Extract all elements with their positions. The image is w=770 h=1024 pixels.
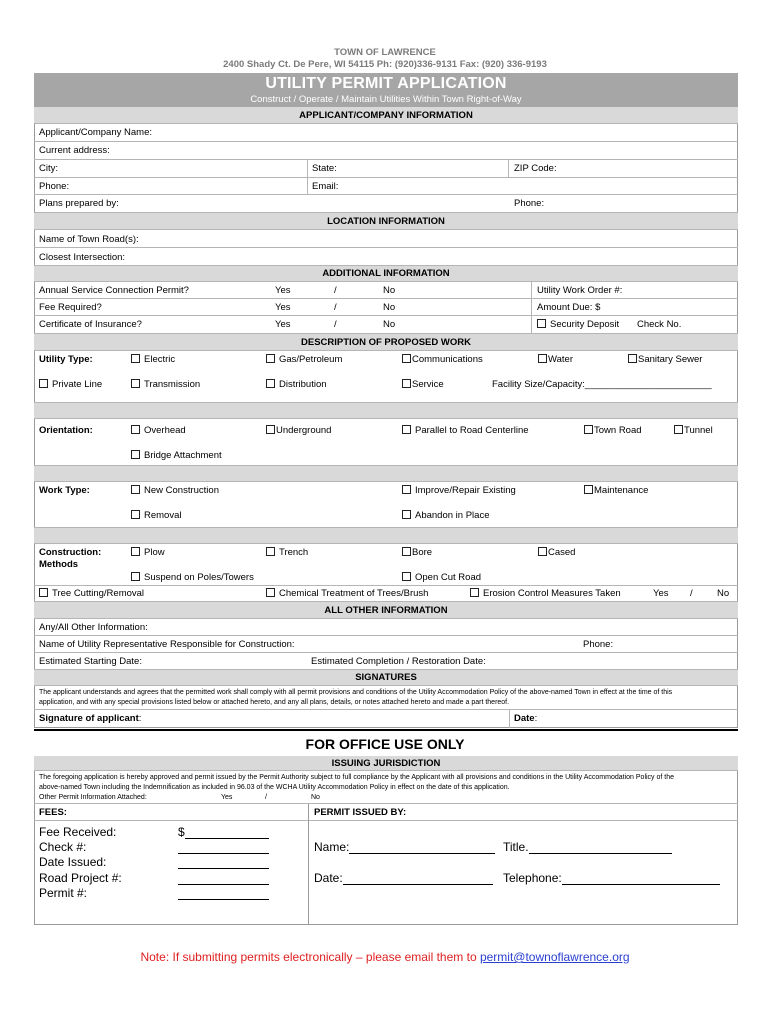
plans-label: Plans prepared by: bbox=[39, 198, 119, 209]
option-label: Improve/Repair Existing bbox=[415, 485, 516, 496]
date-label: Date bbox=[514, 713, 535, 724]
checkbox[interactable] bbox=[131, 379, 140, 388]
checkbox[interactable] bbox=[584, 485, 593, 494]
other-info-label: Any/All Other Information: bbox=[39, 622, 148, 633]
checkbox[interactable] bbox=[402, 510, 411, 519]
option-private-line[interactable] bbox=[39, 379, 102, 390]
option-trench[interactable] bbox=[266, 547, 308, 558]
option-label: Parallel to Road Centerline bbox=[415, 425, 529, 436]
title-label: Title. bbox=[503, 840, 529, 854]
permit-issued-label: PERMIT ISSUED BY: bbox=[314, 807, 407, 818]
option-town-road[interactable] bbox=[584, 425, 642, 436]
option-label: Bore bbox=[412, 547, 433, 558]
title-banner bbox=[34, 73, 738, 107]
option-label: Electric bbox=[144, 354, 176, 365]
section-location: LOCATION INFORMATION bbox=[34, 213, 738, 230]
insurance-yes[interactable]: Yes bbox=[275, 319, 291, 330]
fee-slash: / bbox=[334, 302, 337, 313]
insurance-row bbox=[34, 316, 738, 334]
option-cased[interactable] bbox=[538, 547, 575, 558]
erosion-no[interactable]: No bbox=[717, 588, 730, 599]
fee-row bbox=[34, 299, 738, 316]
underline bbox=[178, 842, 269, 854]
rep-label: Name of Utility Representative Responsible for Construction: bbox=[39, 639, 295, 650]
security-deposit-label: Security Deposit bbox=[550, 319, 620, 330]
checkbox[interactable] bbox=[266, 547, 275, 556]
issuer-telephone-field[interactable] bbox=[503, 871, 720, 885]
option-label: Underground bbox=[276, 425, 332, 436]
divider bbox=[308, 804, 309, 925]
option-tunnel[interactable] bbox=[674, 425, 713, 436]
underline bbox=[178, 857, 269, 869]
note-text: Note: If submitting permits electronically – please email them to bbox=[140, 950, 480, 964]
option-maintenance[interactable] bbox=[584, 485, 648, 496]
construction-label: Construction: bbox=[39, 547, 102, 558]
city-row bbox=[34, 160, 738, 178]
section-additional: ADDITIONAL INFORMATION bbox=[34, 266, 738, 282]
check-no-label: Check No. bbox=[637, 319, 682, 330]
option-chemical[interactable] bbox=[266, 588, 428, 599]
option-label: Distribution bbox=[279, 379, 327, 390]
checkbox[interactable] bbox=[402, 379, 411, 388]
form-title: UTILITY PERMIT APPLICATION bbox=[265, 75, 507, 92]
divider bbox=[508, 160, 509, 177]
issuing-terms bbox=[34, 771, 738, 804]
terms-line-2: application, and with any special provisions listed below or attached hereto, and any all plans, details, or notes attached hereto and made a part thereof. bbox=[39, 699, 510, 706]
option-transmission[interactable] bbox=[131, 379, 200, 390]
section-applicant: APPLICANT/COMPANY INFORMATION bbox=[34, 107, 738, 124]
option-tree-cutting[interactable] bbox=[39, 588, 144, 599]
construction-methods-block bbox=[34, 544, 738, 586]
option-sanitary-sewer[interactable] bbox=[628, 354, 702, 365]
attached-no[interactable]: No bbox=[311, 794, 320, 801]
issuing-line-3: Other Permit Information Attached: bbox=[39, 794, 147, 801]
option-label: Suspend on Poles/Towers bbox=[144, 572, 254, 583]
completion-date-label: Estimated Completion / Restoration Date: bbox=[311, 656, 486, 667]
fee-label: Fee Required? bbox=[39, 302, 102, 313]
phone-row bbox=[34, 178, 738, 195]
issuer-name-field[interactable] bbox=[314, 840, 495, 854]
fee-yes[interactable]: Yes bbox=[275, 302, 291, 313]
fees-header-row bbox=[34, 804, 738, 821]
divider bbox=[34, 729, 738, 731]
underline bbox=[529, 842, 672, 854]
spacer-row bbox=[34, 466, 738, 482]
option-erosion[interactable] bbox=[470, 588, 621, 599]
section-issuing: ISSUING JURISDICTION bbox=[34, 756, 738, 771]
underline bbox=[562, 873, 720, 885]
spacer-row bbox=[34, 403, 738, 419]
option-label: Transmission bbox=[144, 379, 201, 390]
divider bbox=[509, 710, 510, 728]
annual-row bbox=[34, 282, 738, 299]
dates-row bbox=[34, 653, 738, 670]
annual-no[interactable]: No bbox=[383, 285, 396, 296]
issued-date-field[interactable] bbox=[314, 871, 493, 885]
date-label: Date: bbox=[314, 871, 343, 885]
tree-row bbox=[34, 586, 738, 602]
state-label: State: bbox=[312, 163, 337, 174]
dollar-sign: $ bbox=[178, 825, 185, 839]
rep-row bbox=[34, 636, 738, 653]
checkbox[interactable] bbox=[402, 547, 411, 556]
option-electric[interactable] bbox=[131, 354, 175, 365]
insurance-slash: / bbox=[334, 319, 337, 330]
section-proposed-work: DESCRIPTION OF PROPOSED WORK bbox=[34, 334, 738, 351]
underline bbox=[185, 827, 269, 839]
checkbox[interactable] bbox=[537, 319, 546, 328]
checkbox[interactable] bbox=[628, 354, 637, 363]
colon: : bbox=[138, 713, 142, 724]
option-label: Overhead bbox=[144, 425, 186, 436]
plans-row bbox=[34, 195, 738, 213]
checkbox[interactable] bbox=[402, 485, 411, 494]
office-use-title: FOR OFFICE USE ONLY bbox=[305, 736, 465, 752]
security-deposit-option[interactable] bbox=[537, 319, 619, 330]
checkbox[interactable] bbox=[538, 354, 547, 363]
option-service[interactable] bbox=[402, 379, 444, 390]
option-label: Town Road bbox=[594, 425, 642, 436]
erosion-slash: / bbox=[690, 588, 693, 599]
email-label: Email: bbox=[312, 181, 339, 192]
option-abandon[interactable] bbox=[402, 510, 489, 521]
check-field[interactable] bbox=[178, 840, 269, 854]
checkbox[interactable] bbox=[584, 425, 593, 434]
name-label: Name: bbox=[314, 840, 350, 854]
option-label: Maintenance bbox=[594, 485, 649, 496]
option-bore[interactable] bbox=[402, 547, 432, 558]
option-label: Private Line bbox=[52, 379, 103, 390]
underline bbox=[178, 873, 269, 885]
spacer-row bbox=[34, 528, 738, 544]
date-issued-label: Date Issued: bbox=[39, 855, 107, 869]
fee-received-field[interactable] bbox=[178, 825, 269, 839]
erosion-yes[interactable]: Yes bbox=[653, 588, 669, 599]
terms-line-1: The applicant understands and agrees that the permitted work shall comply with all permit provisions and conditions of the Utility Accommodation Policy of the above-named Town in effect at the time of this bbox=[39, 689, 673, 696]
option-label: Trench bbox=[279, 547, 309, 558]
option-label: Tunnel bbox=[684, 425, 713, 436]
signature-field[interactable] bbox=[39, 713, 141, 724]
work-type-label: Work Type: bbox=[39, 485, 90, 496]
methods-label: Methods bbox=[39, 559, 79, 570]
option-suspend[interactable] bbox=[131, 572, 254, 583]
option-label: Removal bbox=[144, 510, 182, 521]
underline bbox=[349, 842, 495, 854]
option-open-cut[interactable] bbox=[402, 572, 481, 583]
checkbox[interactable] bbox=[131, 547, 140, 556]
annual-yes[interactable]: Yes bbox=[275, 285, 291, 296]
phone-label: Phone: bbox=[39, 181, 70, 192]
checkbox[interactable] bbox=[538, 547, 547, 556]
option-label: Chemical Treatment of Trees/Brush bbox=[279, 588, 429, 599]
checkbox[interactable] bbox=[131, 354, 140, 363]
other-info-row[interactable] bbox=[34, 619, 738, 636]
applicant-name-row[interactable] bbox=[34, 124, 738, 142]
option-plow[interactable] bbox=[131, 547, 165, 558]
fees-label: FEES: bbox=[39, 807, 67, 818]
colon: : bbox=[534, 713, 538, 724]
checkbox[interactable] bbox=[674, 425, 683, 434]
checkbox[interactable] bbox=[266, 379, 275, 388]
option-label: Erosion Control Measures Taken bbox=[483, 588, 621, 599]
road-project-label: Road Project #: bbox=[39, 871, 122, 885]
option-label: Communications bbox=[412, 354, 483, 365]
form-subtitle: Construct / Operate / Maintain Utilities Within Town Right-of-Way bbox=[250, 94, 522, 105]
checkbox[interactable] bbox=[131, 572, 140, 581]
applicant-name-label: Applicant/Company Name: bbox=[39, 127, 152, 138]
zip-label: ZIP Code: bbox=[514, 163, 557, 174]
permit-number-label: Permit #: bbox=[39, 886, 88, 900]
option-label: Water bbox=[548, 354, 573, 365]
annual-slash: / bbox=[334, 285, 337, 296]
date-field[interactable] bbox=[514, 713, 537, 724]
option-gas[interactable] bbox=[266, 354, 342, 365]
option-label: Open Cut Road bbox=[415, 572, 482, 583]
underline bbox=[178, 888, 269, 900]
insurance-no[interactable]: No bbox=[383, 319, 396, 330]
option-removal[interactable] bbox=[131, 510, 182, 521]
section-other: ALL OTHER INFORMATION bbox=[34, 602, 738, 619]
insurance-label: Certificate of Insurance? bbox=[39, 319, 142, 330]
option-underground[interactable] bbox=[266, 425, 331, 436]
option-label: Cased bbox=[548, 547, 576, 558]
roads-row[interactable] bbox=[34, 230, 738, 248]
rep-phone-label: Phone: bbox=[583, 639, 614, 650]
work-type-block bbox=[34, 482, 738, 528]
option-parallel[interactable] bbox=[402, 425, 529, 436]
road-project-field[interactable] bbox=[178, 871, 269, 885]
city-label: City: bbox=[39, 163, 58, 174]
fee-received-label: Fee Received: bbox=[39, 825, 117, 839]
facility-size-field[interactable]: Facility Size/Capacity:________________________ bbox=[492, 379, 712, 390]
option-label: Gas/Petroleum bbox=[279, 354, 343, 365]
roads-label: Name of Town Road(s): bbox=[39, 234, 139, 245]
checkbox[interactable] bbox=[402, 572, 411, 581]
option-improve-repair[interactable] bbox=[402, 485, 516, 496]
signature-row bbox=[34, 710, 738, 728]
fee-no[interactable]: No bbox=[383, 302, 396, 313]
email-note bbox=[0, 950, 770, 964]
issuer-title-field[interactable] bbox=[503, 840, 672, 854]
check-label: Check #: bbox=[39, 840, 87, 854]
section-signatures: SIGNATURES bbox=[34, 670, 738, 686]
attached-yes[interactable]: Yes bbox=[221, 794, 233, 801]
plans-phone-label: Phone: bbox=[514, 198, 545, 209]
option-label: Sanitary Sewer bbox=[638, 354, 703, 365]
work-order-label: Utility Work Order #: bbox=[537, 285, 623, 296]
option-bridge[interactable] bbox=[131, 450, 222, 461]
current-address-label: Current address: bbox=[39, 145, 110, 156]
issuing-line-1: The foregoing application is hereby approved and permit issued by the Permit Authority subject to full compliance by the Applicant with all provisions and conditions in the Utility Accommodation Policy of the bbox=[39, 774, 675, 781]
checkbox[interactable] bbox=[266, 425, 275, 434]
orientation-label: Orientation: bbox=[39, 425, 93, 436]
amount-due-label: Amount Due: $ bbox=[537, 302, 601, 313]
underline bbox=[343, 873, 493, 885]
utility-type-block bbox=[34, 351, 738, 403]
signature-terms bbox=[34, 686, 738, 710]
issuing-line-2: above-named Town including the Indemnification as included in 96.03 of the WCHA Utility Accommodation Policy in effect on the date of this application. bbox=[39, 784, 510, 791]
checkbox[interactable] bbox=[402, 354, 411, 363]
email-link[interactable]: permit@townoflawrence.org bbox=[479, 950, 630, 964]
town-name: TOWN OF LAWRENCE bbox=[334, 47, 436, 58]
option-label: New Construction bbox=[144, 485, 219, 496]
checkbox[interactable] bbox=[131, 510, 140, 519]
option-label: Abandon in Place bbox=[415, 510, 490, 521]
annual-label: Annual Service Connection Permit? bbox=[39, 285, 189, 296]
checkbox[interactable] bbox=[39, 379, 48, 388]
checkbox[interactable] bbox=[402, 425, 411, 434]
checkbox[interactable] bbox=[266, 354, 275, 363]
option-label: Bridge Attachment bbox=[144, 450, 222, 461]
checkbox[interactable] bbox=[131, 485, 140, 494]
option-new-construction[interactable] bbox=[131, 485, 219, 496]
date-issued-field[interactable] bbox=[178, 855, 269, 869]
permit-number-field[interactable] bbox=[178, 886, 269, 900]
start-date-label: Estimated Starting Date: bbox=[39, 656, 142, 667]
option-distribution[interactable] bbox=[266, 379, 327, 390]
utility-type-label: Utility Type: bbox=[39, 354, 93, 365]
intersection-label: Closest Intersection: bbox=[39, 252, 126, 263]
attached-slash: / bbox=[265, 794, 267, 801]
intersection-row[interactable] bbox=[34, 248, 738, 266]
option-label: Plow bbox=[144, 547, 165, 558]
signature-label: Signature of applicant bbox=[39, 713, 139, 724]
option-water[interactable] bbox=[538, 354, 573, 365]
option-overhead[interactable] bbox=[131, 425, 186, 436]
telephone-label: Telephone: bbox=[503, 871, 562, 885]
checkbox[interactable] bbox=[470, 588, 479, 597]
checkbox[interactable] bbox=[266, 588, 275, 597]
checkbox[interactable] bbox=[39, 588, 48, 597]
checkbox[interactable] bbox=[131, 425, 140, 434]
checkbox[interactable] bbox=[131, 450, 140, 459]
option-label: Tree Cutting/Removal bbox=[52, 588, 145, 599]
option-communications[interactable] bbox=[402, 354, 483, 365]
option-label: Service bbox=[412, 379, 444, 390]
current-address-row[interactable] bbox=[34, 142, 738, 160]
orientation-block bbox=[34, 419, 738, 466]
town-address: 2400 Shady Ct. De Pere, WI 54115 Ph: (920)336-9131 Fax: (920) 336-9193 bbox=[223, 59, 547, 70]
